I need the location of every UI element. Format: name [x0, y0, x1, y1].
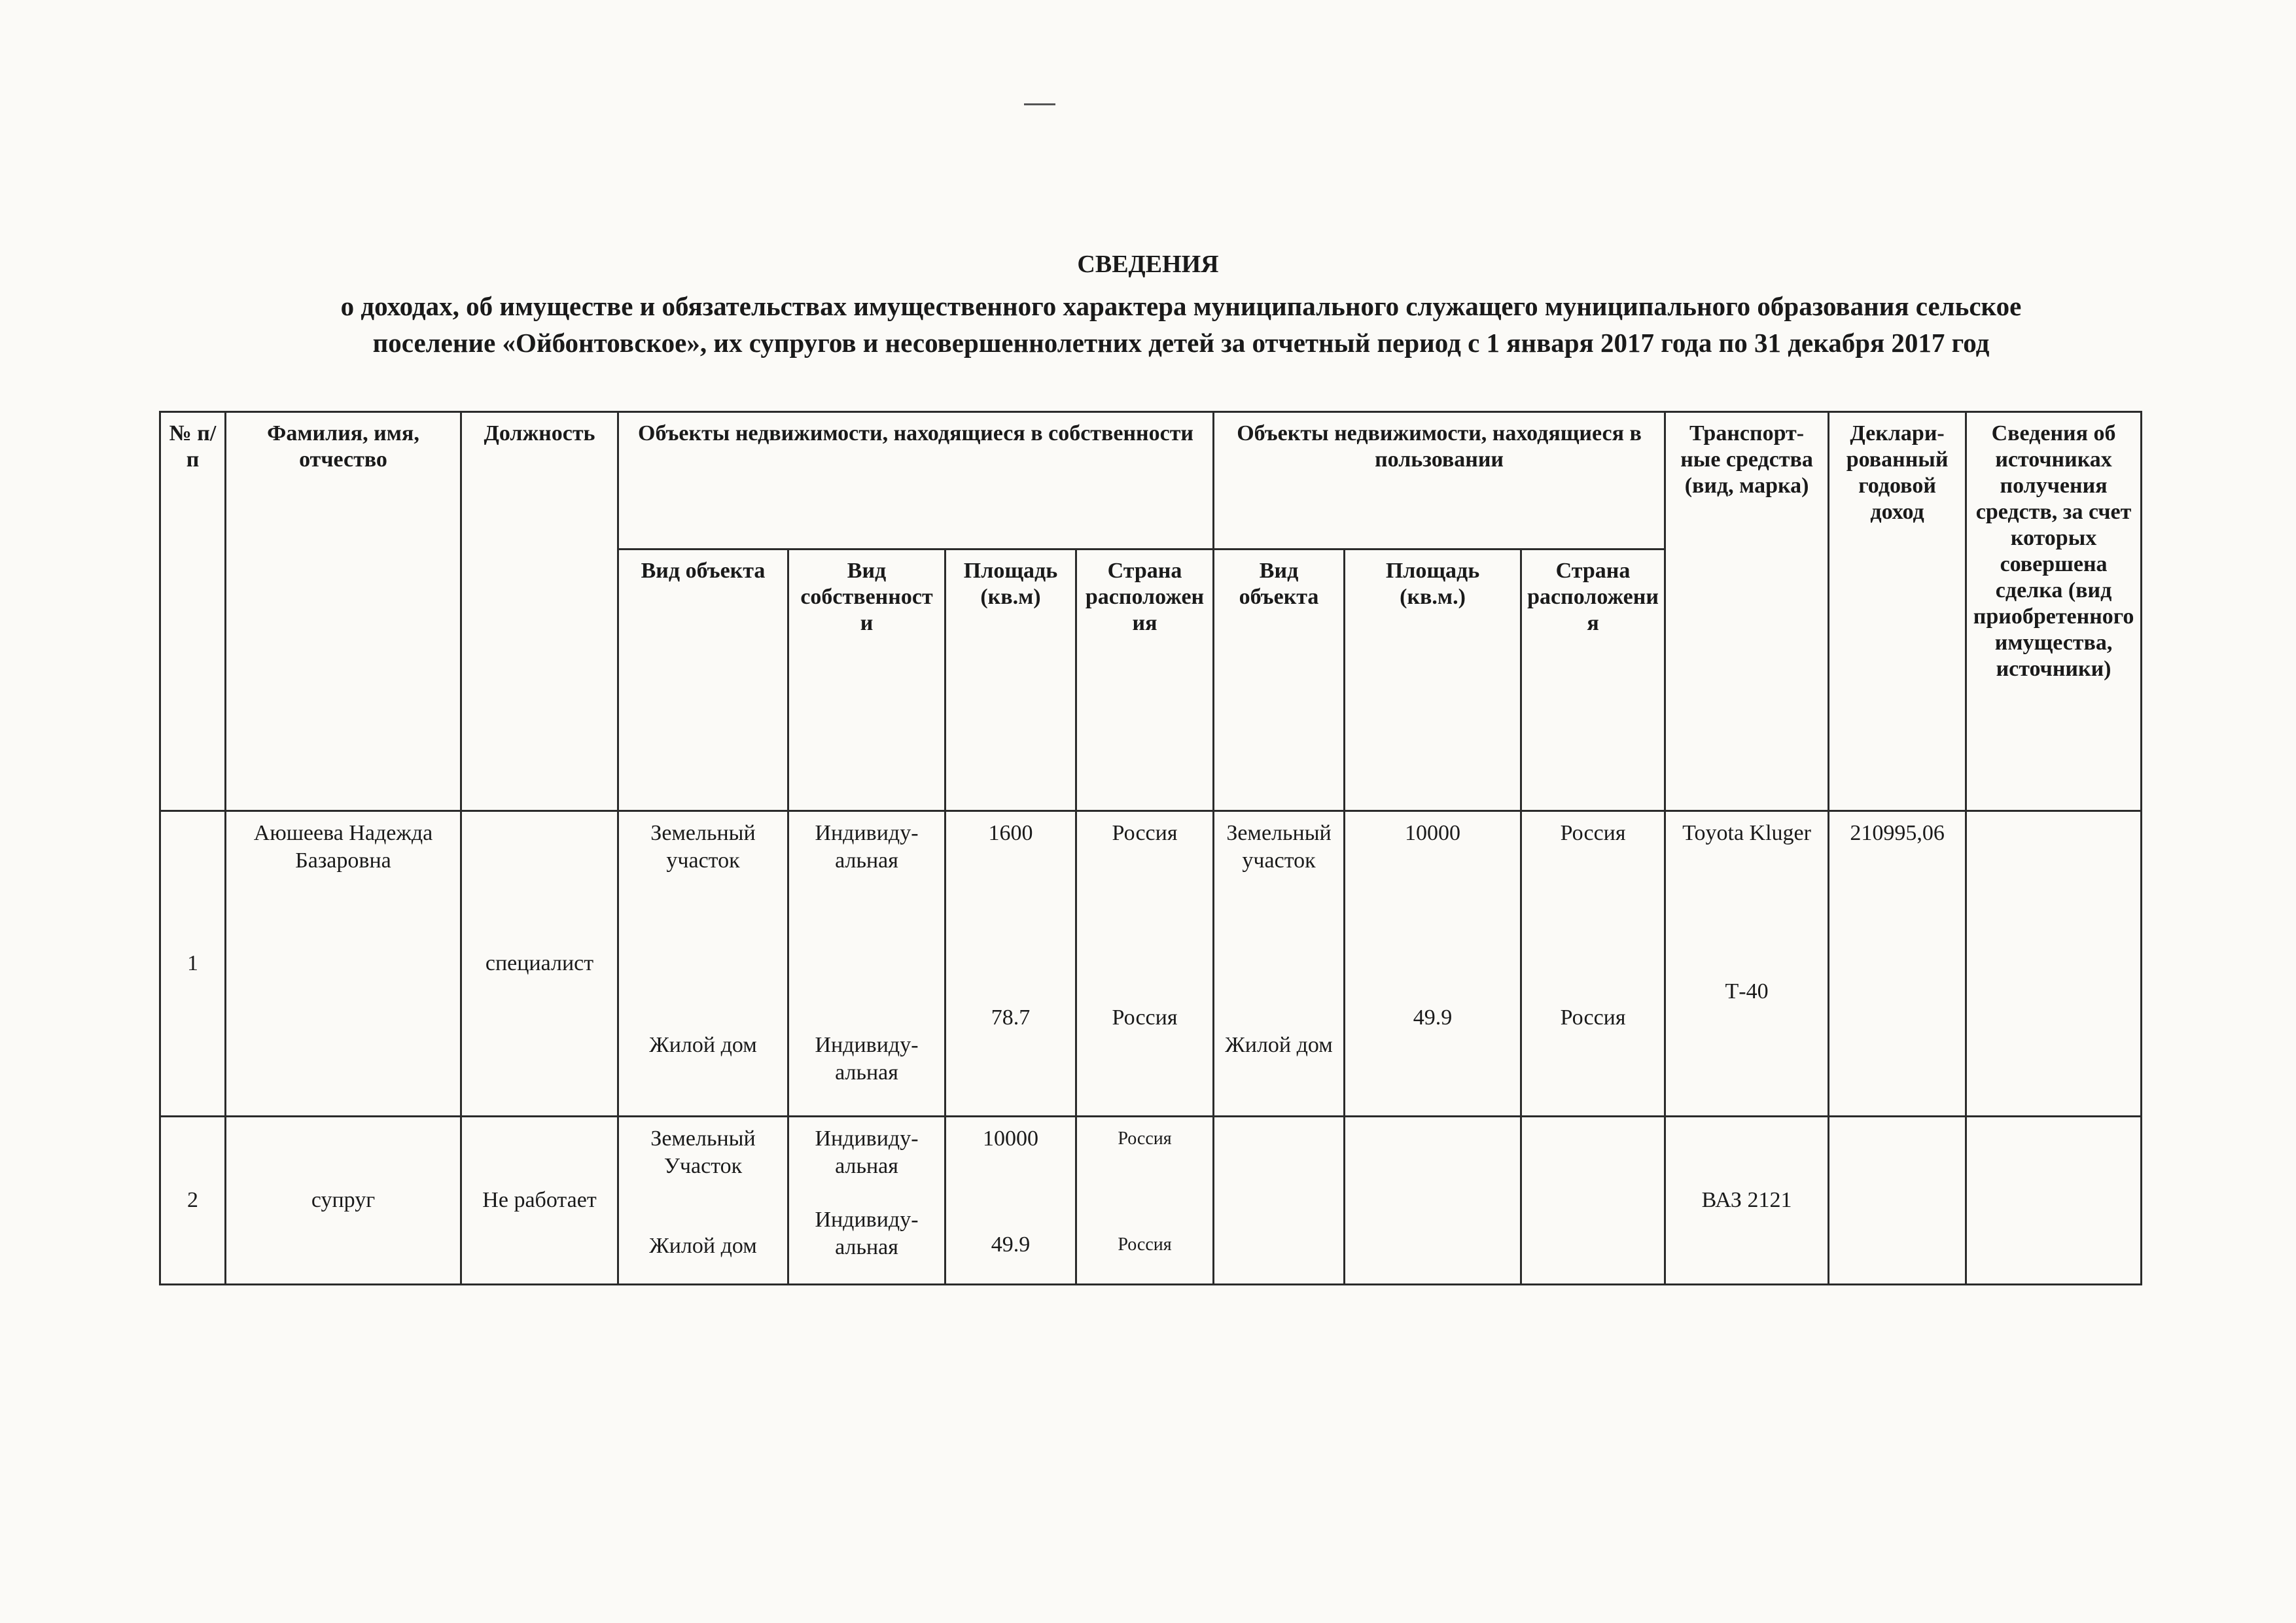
transport-cell — [1665, 811, 1829, 1117]
sources-cell — [1966, 811, 2142, 1117]
owned-area-cell — [945, 811, 1076, 1117]
income-cell — [1829, 1117, 1966, 1285]
header-income: Деклари-рованный годовой доход — [1829, 412, 1966, 811]
owned-type: Земельный участок — [650, 821, 756, 873]
owned-ownership-cell — [788, 1117, 945, 1285]
owned-ownership: Индивиду-альная — [815, 821, 919, 873]
header-used-country: Страна расположения — [1521, 550, 1665, 811]
sources-cell — [1966, 1117, 2142, 1285]
owned-type-cell — [618, 1117, 788, 1285]
owned-ownership: Индивиду-альная — [815, 1126, 919, 1178]
header-used-type: Вид объекта — [1214, 550, 1345, 811]
used-country: Россия — [1560, 1005, 1626, 1030]
owned-ownership-cell — [788, 811, 945, 1117]
table-row — [160, 1117, 2142, 1285]
table-row — [160, 811, 2142, 1117]
row-name: супруг — [226, 1117, 461, 1285]
page-title: СВЕДЕНИЯ — [1077, 251, 1219, 278]
transport-item: ВАЗ 2121 — [1701, 1188, 1792, 1212]
header-position: Должность — [461, 412, 618, 811]
transport-cell — [1665, 1117, 1829, 1285]
row-num: 2 — [160, 1117, 226, 1285]
row-position: Не работает — [461, 1117, 618, 1285]
header-name: Фамилия, имя, отчество — [226, 412, 461, 811]
owned-ownership: Индивиду-альная — [815, 1208, 919, 1259]
used-type-cell — [1214, 1117, 1345, 1285]
header-owned-type: Вид объекта — [618, 550, 788, 811]
owned-type: Земельный Участок — [650, 1126, 756, 1178]
header-owned-area: Площадь (кв.м) — [945, 550, 1076, 811]
row-num: 1 — [160, 811, 226, 1117]
header-used-group: Объекты недвижимости, находящиеся в пользовании — [1214, 412, 1665, 550]
used-country-cell — [1521, 811, 1665, 1117]
header-owned-group: Объекты недвижимости, находящиеся в собственности — [618, 412, 1214, 550]
transport-item: Т-40 — [1725, 979, 1769, 1003]
owned-area: 1600 — [988, 821, 1033, 845]
page-subtitle — [216, 288, 2146, 361]
owned-country: Россия — [1112, 1005, 1178, 1030]
subtitle-line-1: о доходах, об имуществе и обязательствах имущественного характера муниципального служащего муниципального образования сельское — [340, 291, 2022, 321]
owned-country: Россия — [1118, 1128, 1172, 1149]
owned-country-cell — [1076, 811, 1214, 1117]
row-position: специалист — [461, 811, 618, 1117]
owned-country: Россия — [1118, 1234, 1172, 1255]
header-row-1 — [160, 412, 2142, 550]
owned-area-cell — [945, 1117, 1076, 1285]
owned-country-cell — [1076, 1117, 1214, 1285]
owned-type-cell — [618, 811, 788, 1117]
transport-item: Toyota Kluger — [1682, 821, 1811, 845]
header-transport: Транспорт-ные средства (вид, марка) — [1665, 412, 1829, 811]
subtitle-line-2: поселение «Ойбонтовское», их супругов и несовершеннолетних детей за отчетный период с 1 января 2017 года по 31 декабря 2017 год — [372, 328, 1990, 358]
income-cell: 210995,06 — [1829, 811, 1966, 1117]
owned-area: 78.7 — [991, 1005, 1031, 1030]
used-country: Россия — [1560, 821, 1626, 845]
used-area: 49.9 — [1413, 1005, 1453, 1030]
used-area-cell — [1345, 1117, 1521, 1285]
header-owned-ownership: Вид собственности — [788, 550, 945, 811]
owned-ownership: Индивиду-альная — [815, 1033, 919, 1085]
header-used-area: Площадь (кв.м.) — [1345, 550, 1521, 811]
used-type: Жилой дом — [1225, 1033, 1333, 1057]
row-name: Аюшеева Надежда Базаровна — [226, 811, 461, 1117]
used-type: Земельный участок — [1226, 821, 1332, 873]
declaration-table — [159, 411, 2142, 1285]
used-area: 10000 — [1405, 821, 1461, 845]
header-owned-country: Страна расположения — [1076, 550, 1214, 811]
used-area-cell — [1345, 811, 1521, 1117]
owned-type: Жилой дом — [649, 1033, 757, 1057]
owned-country: Россия — [1112, 821, 1178, 845]
scan-mark — [1024, 103, 1055, 105]
owned-area: 10000 — [983, 1126, 1038, 1151]
used-country-cell — [1521, 1117, 1665, 1285]
used-type-cell — [1214, 811, 1345, 1117]
owned-type: Жилой дом — [649, 1234, 757, 1258]
owned-area: 49.9 — [991, 1232, 1031, 1257]
header-sources: Сведения об источниках получения средств, за счет которых совершена сделка (вид приобретенного имущества, источники) — [1966, 412, 2142, 811]
header-num: № п/п — [160, 412, 226, 811]
